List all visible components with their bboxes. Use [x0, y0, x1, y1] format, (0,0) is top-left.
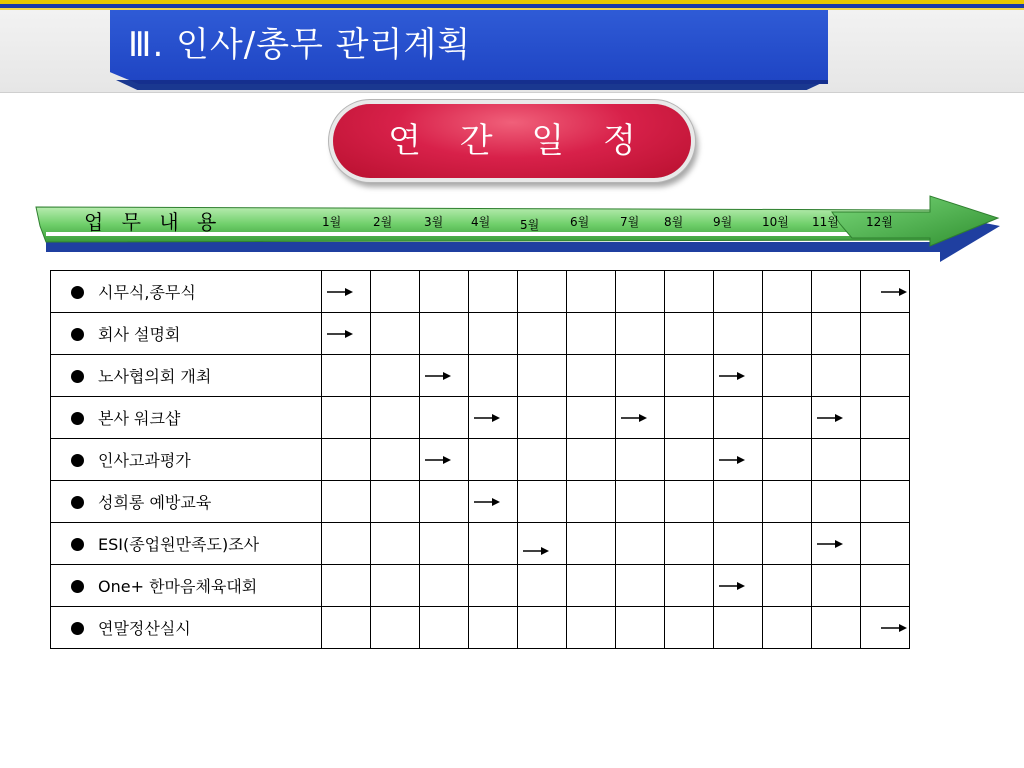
month-cell-8	[665, 607, 714, 649]
right-arrow-icon	[719, 577, 745, 589]
month-cell-1	[322, 481, 371, 523]
month-cell-5	[518, 481, 567, 523]
month-cell-7	[616, 355, 665, 397]
work-content-label: 업 무 내 용	[84, 210, 223, 234]
month-cell-7	[616, 607, 665, 649]
month-cell-5	[518, 397, 567, 439]
month-cell-6	[567, 271, 616, 313]
task-cell	[51, 565, 322, 607]
task-label: 성희롱 예방교육	[98, 493, 212, 512]
month-cell-9	[714, 271, 763, 313]
month-cell-3	[420, 523, 469, 565]
month-cell-2	[371, 271, 420, 313]
task-cell	[51, 397, 322, 439]
black-circle-bullet-icon	[71, 538, 84, 551]
month-label-4: 4월	[471, 215, 491, 229]
table-row	[51, 439, 910, 481]
month-label-8: 8월	[664, 215, 684, 229]
month-cell-8	[665, 271, 714, 313]
month-cell-4	[469, 607, 518, 649]
month-cell-10	[763, 397, 812, 439]
month-cell-3	[420, 439, 469, 481]
month-cell-11	[812, 313, 861, 355]
right-arrow-icon	[523, 542, 549, 554]
black-circle-bullet-icon	[71, 412, 84, 425]
right-arrow-icon	[817, 535, 843, 547]
month-cell-1	[322, 523, 371, 565]
month-cell-3	[420, 481, 469, 523]
month-cell-6	[567, 523, 616, 565]
month-cell-5	[518, 271, 567, 313]
month-cell-2	[371, 607, 420, 649]
month-label-6: 6월	[570, 215, 590, 229]
month-cell-8	[665, 313, 714, 355]
page-title: Ⅲ. 인사/총무 관리계획	[128, 25, 472, 65]
task-cell	[51, 313, 322, 355]
month-cell-4	[469, 397, 518, 439]
month-cell-11	[812, 523, 861, 565]
month-cell-7	[616, 481, 665, 523]
month-cell-8	[665, 355, 714, 397]
month-cell-10	[763, 355, 812, 397]
task-cell	[51, 271, 322, 313]
black-circle-bullet-icon	[71, 580, 84, 593]
month-cell-6	[567, 397, 616, 439]
month-cell-8	[665, 439, 714, 481]
black-circle-bullet-icon	[71, 496, 84, 509]
month-cell-12	[861, 271, 910, 313]
month-cell-2	[371, 355, 420, 397]
right-arrow-icon	[881, 283, 907, 295]
task-cell	[51, 607, 322, 649]
right-arrow-icon	[474, 409, 500, 421]
month-cell-9	[714, 607, 763, 649]
month-cell-11	[812, 481, 861, 523]
month-cell-10	[763, 313, 812, 355]
month-cell-10	[763, 523, 812, 565]
task-label: 노사협의회 개최	[98, 367, 212, 386]
right-arrow-icon	[719, 367, 745, 379]
month-cell-12	[861, 481, 910, 523]
month-cell-11	[812, 607, 861, 649]
month-cell-1	[322, 565, 371, 607]
task-cell	[51, 523, 322, 565]
month-cell-4	[469, 439, 518, 481]
month-cell-7	[616, 397, 665, 439]
month-cell-9	[714, 313, 763, 355]
month-cell-1	[322, 397, 371, 439]
month-cell-12	[861, 313, 910, 355]
month-cell-11	[812, 355, 861, 397]
right-arrow-icon	[425, 367, 451, 379]
month-cell-11	[812, 439, 861, 481]
month-cell-10	[763, 481, 812, 523]
right-arrow-icon	[474, 493, 500, 505]
month-cell-12	[861, 523, 910, 565]
month-label-1: 1월	[322, 215, 342, 229]
month-cell-5	[518, 607, 567, 649]
month-cell-12	[861, 397, 910, 439]
month-cell-4	[469, 271, 518, 313]
month-label-5: 5월	[520, 218, 540, 232]
month-cell-7	[616, 523, 665, 565]
table-row	[51, 481, 910, 523]
month-cell-10	[763, 271, 812, 313]
month-cell-5	[518, 313, 567, 355]
month-cell-5	[518, 523, 567, 565]
annual-schedule-badge-label: 연 간 일 정	[388, 121, 650, 161]
month-cell-5	[518, 355, 567, 397]
timeline-arrow-shadow	[46, 242, 944, 252]
month-cell-3	[420, 313, 469, 355]
month-cell-9	[714, 355, 763, 397]
month-cell-6	[567, 439, 616, 481]
month-cell-4	[469, 523, 518, 565]
month-cell-6	[567, 355, 616, 397]
month-cell-2	[371, 481, 420, 523]
task-label: 본사 워크샵	[98, 409, 181, 428]
month-cell-8	[665, 565, 714, 607]
month-cell-10	[763, 439, 812, 481]
month-cell-2	[371, 313, 420, 355]
task-label: One+ 한마음체육대회	[98, 577, 258, 596]
right-arrow-icon	[881, 619, 907, 631]
month-cell-3	[420, 565, 469, 607]
month-label-3: 3월	[424, 215, 444, 229]
month-cell-2	[371, 565, 420, 607]
table-row	[51, 397, 910, 439]
month-cell-7	[616, 439, 665, 481]
task-label: 인사고과평가	[98, 451, 191, 470]
month-cell-1	[322, 313, 371, 355]
month-label-11: 11월	[812, 215, 839, 229]
task-cell	[51, 481, 322, 523]
month-cell-12	[861, 439, 910, 481]
month-label-7: 7월	[620, 215, 640, 229]
black-circle-bullet-icon	[71, 286, 84, 299]
month-cell-6	[567, 607, 616, 649]
right-arrow-icon	[621, 409, 647, 421]
month-cell-11	[812, 565, 861, 607]
month-cell-9	[714, 439, 763, 481]
month-cell-8	[665, 523, 714, 565]
task-cell	[51, 355, 322, 397]
black-circle-bullet-icon	[71, 370, 84, 383]
month-cell-11	[812, 271, 861, 313]
month-cell-3	[420, 355, 469, 397]
task-label: 연말정산실시	[98, 619, 191, 638]
month-cell-5	[518, 439, 567, 481]
month-cell-7	[616, 313, 665, 355]
month-cell-6	[567, 481, 616, 523]
month-cell-1	[322, 439, 371, 481]
month-cell-4	[469, 565, 518, 607]
month-cell-1	[322, 607, 371, 649]
month-cell-4	[469, 355, 518, 397]
right-arrow-icon	[327, 325, 353, 337]
month-cell-9	[714, 481, 763, 523]
schedule-table	[50, 270, 910, 649]
month-cell-9	[714, 565, 763, 607]
task-label: 회사 설명회	[98, 325, 181, 344]
table-row	[51, 355, 910, 397]
table-row	[51, 607, 910, 649]
month-cell-5	[518, 565, 567, 607]
month-cell-12	[861, 565, 910, 607]
right-arrow-icon	[817, 409, 843, 421]
month-cell-2	[371, 439, 420, 481]
month-cell-12	[861, 355, 910, 397]
task-label: ESI(종업원만족도)조사	[98, 535, 260, 554]
month-cell-9	[714, 523, 763, 565]
month-cell-8	[665, 397, 714, 439]
month-cell-2	[371, 397, 420, 439]
month-cell-10	[763, 607, 812, 649]
table-row	[51, 271, 910, 313]
month-cell-3	[420, 271, 469, 313]
month-cell-3	[420, 397, 469, 439]
month-label-9: 9월	[713, 215, 733, 229]
month-cell-4	[469, 481, 518, 523]
month-cell-9	[714, 397, 763, 439]
month-cell-6	[567, 313, 616, 355]
month-cell-12	[861, 607, 910, 649]
month-label-2: 2월	[373, 215, 393, 229]
month-cell-6	[567, 565, 616, 607]
month-cell-1	[322, 271, 371, 313]
month-cell-7	[616, 271, 665, 313]
black-circle-bullet-icon	[71, 622, 84, 635]
table-row	[51, 523, 910, 565]
right-arrow-icon	[425, 451, 451, 463]
month-cell-10	[763, 565, 812, 607]
month-label-10: 10월	[762, 215, 789, 229]
right-arrow-icon	[719, 451, 745, 463]
month-cell-3	[420, 607, 469, 649]
month-label-12: 12월	[866, 215, 893, 229]
task-label: 시무식,종무식	[98, 283, 196, 302]
month-cell-1	[322, 355, 371, 397]
month-cell-11	[812, 397, 861, 439]
month-cell-2	[371, 523, 420, 565]
table-row	[51, 313, 910, 355]
black-circle-bullet-icon	[71, 328, 84, 341]
black-circle-bullet-icon	[71, 454, 84, 467]
task-cell	[51, 439, 322, 481]
month-cell-8	[665, 481, 714, 523]
right-arrow-icon	[327, 283, 353, 295]
month-cell-7	[616, 565, 665, 607]
table-row	[51, 565, 910, 607]
month-cell-4	[469, 313, 518, 355]
